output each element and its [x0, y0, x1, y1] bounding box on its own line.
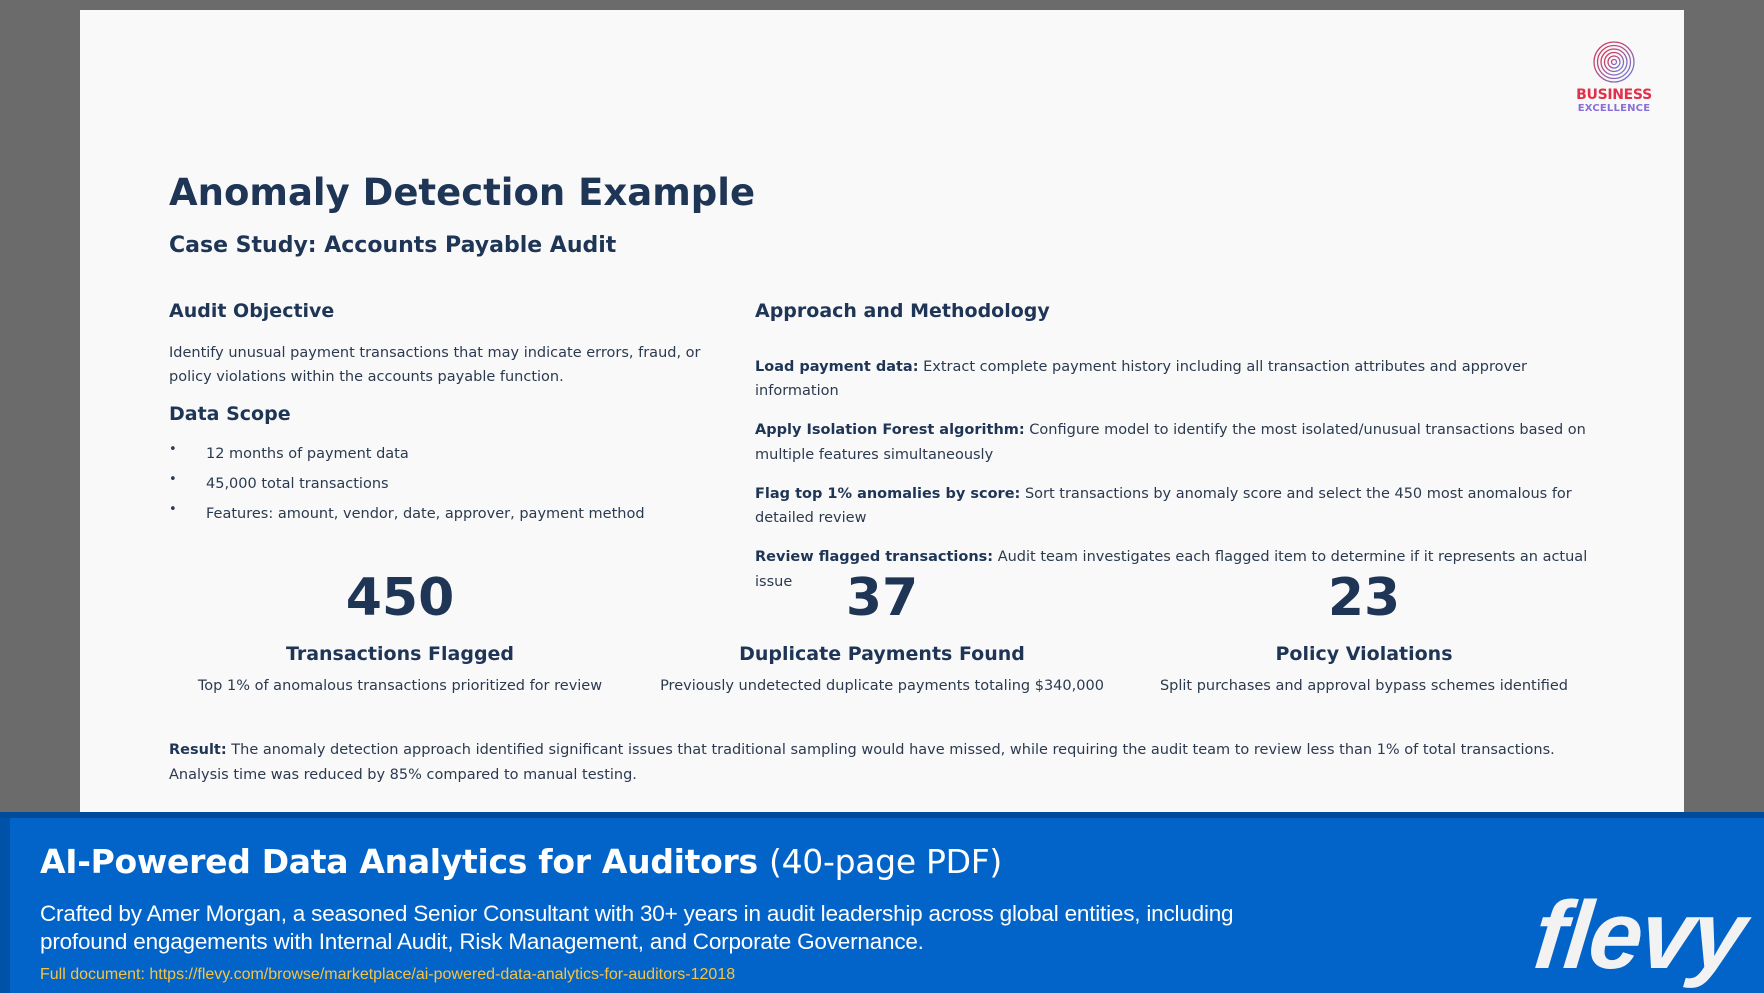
result-text	[169, 738, 1609, 788]
list-item	[169, 442, 645, 472]
flevy-logo[interactable]: flevy	[1529, 882, 1750, 989]
stat-value: 23	[1327, 568, 1401, 628]
stat-label: Duplicate Payments Found	[739, 643, 1025, 665]
stat-transactions-flagged	[165, 566, 635, 694]
stat-value: 37	[845, 568, 919, 628]
banner-title-suffix: (40-page PDF)	[769, 842, 1002, 881]
result-label: Result:	[169, 741, 227, 758]
bullet-icon: •	[169, 502, 177, 517]
list-item	[169, 472, 645, 502]
page-subtitle: Case Study: Accounts Payable Audit	[169, 233, 617, 258]
stat-label: Transactions Flagged	[285, 643, 515, 665]
banner-description: Crafted by Amer Morgan, a seasoned Senior Consultant with 30+ years in audit leadership across global entities, including profound engagements with Internal Audit, Risk Management, and Corporate Governance.	[40, 901, 1234, 954]
step-text: Configure model to identify the most isolated/unusual transactions based on multiple features simultaneously	[755, 422, 1586, 463]
data-scope-list	[169, 442, 645, 532]
step-label: Review flagged transactions:	[755, 549, 994, 565]
step-flag-anomalies	[755, 482, 1595, 531]
result-body: The anomaly detection approach identified significant issues that traditional sampling would have missed, while requiring the audit team to review less than 1% of total transactions. Analysis time was reduced by 85% compared to manual testing.	[169, 741, 1555, 783]
step-text: Sort transactions by anomaly score and select the 450 most anomalous for detailed review	[755, 485, 1572, 526]
full-document-link[interactable]: Full document: https://flevy.com/browse/marketplace/ai-powered-data-analytics-for-auditors-12018	[40, 966, 736, 983]
list-item-text: 45,000 total transactions	[206, 476, 389, 492]
stat-description: Top 1% of anomalous transactions prioritized for review	[197, 678, 603, 694]
list-item-text: Features: amount, vendor, date, approver, payment method	[206, 506, 645, 522]
bullet-icon: •	[169, 472, 177, 487]
data-scope-heading: Data Scope	[169, 403, 291, 425]
step-load-data	[755, 355, 1595, 404]
slide	[80, 10, 1684, 812]
step-isolation-forest	[755, 418, 1595, 467]
step-label: Flag top 1% anomalies by score:	[755, 485, 1021, 502]
banner-accent-bar	[0, 818, 10, 993]
stat-duplicate-payments	[647, 566, 1117, 694]
stat-label: Policy Violations	[1275, 643, 1453, 665]
fingerprint-icon	[1592, 40, 1636, 84]
banner-title	[40, 842, 1002, 881]
promo-banner	[0, 812, 1764, 993]
list-item	[169, 502, 645, 532]
logo-text-business: BUSINESS	[1576, 87, 1652, 103]
step-text: Audit team investigates each flagged item to determine if it represents an actual issue	[755, 549, 1588, 590]
approach-steps	[755, 340, 1595, 599]
stat-value: 450	[345, 568, 455, 628]
bullet-icon: •	[169, 442, 177, 457]
step-label: Load payment data:	[755, 358, 919, 375]
stat-policy-violations	[1129, 566, 1599, 694]
step-label: Apply Isolation Forest algorithm:	[755, 422, 1025, 438]
business-excellence-logo	[1574, 40, 1654, 115]
banner-title-main: AI-Powered Data Analytics for Auditors	[40, 842, 758, 881]
approach-heading: Approach and Methodology	[755, 300, 1050, 322]
list-item-text: 12 months of payment data	[206, 446, 409, 462]
step-text: Extract complete payment history including all transaction attributes and approver information	[755, 358, 1527, 399]
audit-objective-heading: Audit Objective	[169, 300, 335, 322]
logo-text-excellence: EXCELLENCE	[1577, 103, 1651, 114]
page-title: Anomaly Detection Example	[169, 171, 756, 214]
stat-description: Split purchases and approval bypass schemes identified	[1159, 678, 1569, 694]
stat-description: Previously undetected duplicate payments totaling $340,000	[660, 678, 1104, 694]
audit-objective-text: Identify unusual payment transactions that may indicate errors, fraud, or policy violations within the accounts payable function.	[169, 345, 701, 385]
